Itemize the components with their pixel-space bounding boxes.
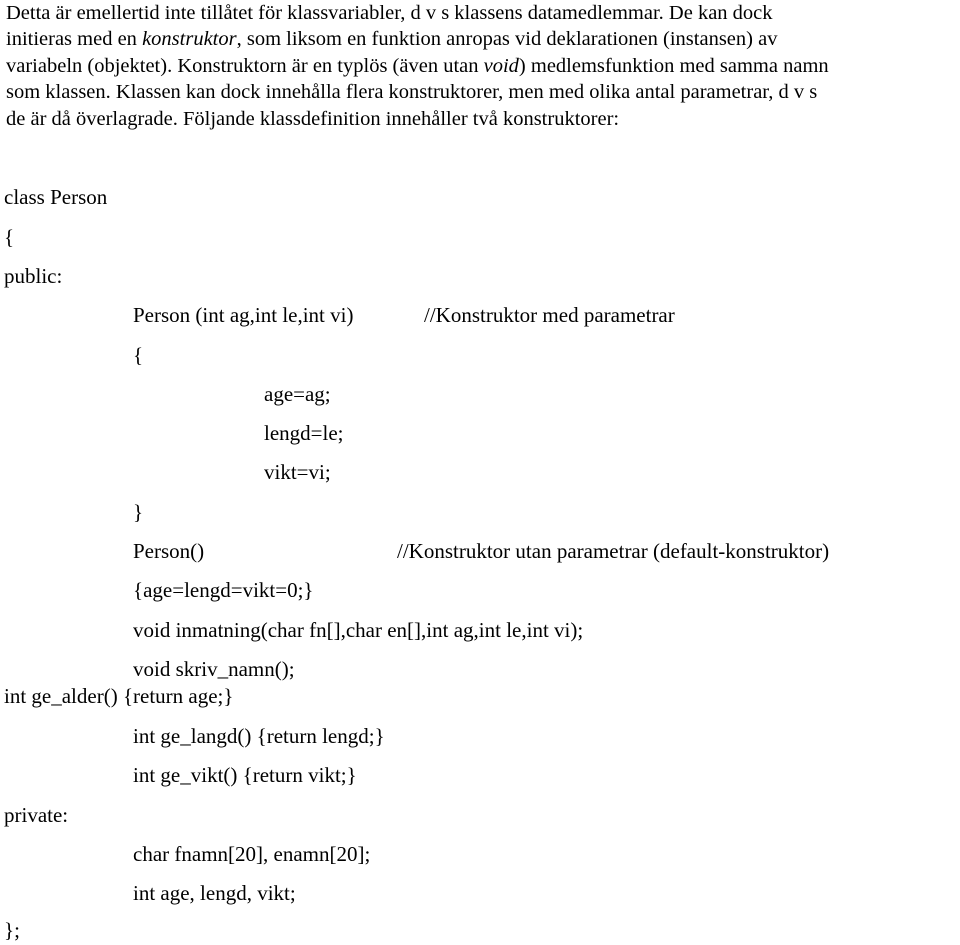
default-constructor-comment: //Konstruktor utan parametrar (default-konstruktor) [397,539,830,563]
method-ge-vikt: int ge_vikt() {return vikt;} [133,763,357,787]
paragraph-line: som klassen. Klassen kan dock innehålla flera konstruktorer, men med olika antal parametrar, d v s [6,81,818,104]
private-access-label: private: [4,803,69,827]
constructor-close-brace: } [133,500,144,524]
method-ge-langd: int ge_langd() {return lengd;} [133,724,385,748]
constructor-open-brace: { [133,343,144,367]
public-access-label: public: [4,264,63,288]
default-constructor-signature: Person() [133,539,205,563]
paragraph-text: , som liksom en funktion anropas vid deklarationen (instansen) av [236,28,778,51]
emphasized-term: konstruktor [142,28,237,51]
paragraph-line: Detta är emellertid inte tillåtet för klassvariabler, d v s klassens datamedlemmar. De kan dock [6,2,773,24]
paragraph-line [6,26,956,52]
statement-age: age=ag; [264,382,331,406]
class-declaration: class Person [4,185,108,209]
paragraph-line: de är då överlagrade. Följande klassdefinition innehåller två konstruktorer: [6,107,620,130]
paragraph-text: ) medlemsfunktion med samma namn [518,54,829,77]
paragraph-text: variabeln (objektet). Konstruktorn är en typlös (även utan [6,54,484,77]
statement-lengd: lengd=le; [264,421,344,445]
member-int-fields: int age, lengd, vikt; [133,881,296,905]
class-close-brace: }; [4,918,20,942]
member-name-arrays: char fnamn[20], enamn[20]; [133,842,371,866]
method-ge-alder: int ge_alder() {return age;} [4,684,234,708]
paragraph-text: initieras med en [6,28,143,51]
statement-vikt: vikt=vi; [264,460,331,484]
emphasized-term: void [483,54,519,77]
default-constructor-body: {age=lengd=vikt=0;} [133,578,314,602]
method-inmatning: void inmatning(char fn[],char en[],int ag,int le,int vi); [133,618,584,642]
intro-paragraph [6,0,956,132]
method-skriv-namn: void skriv_namn(); [133,657,295,681]
paragraph-line [6,53,956,79]
constructor-with-params-signature: Person (int ag,int le,int vi) [133,303,354,327]
constructor-with-params-comment: //Konstruktor med parametrar [424,303,675,327]
class-open-brace: { [4,225,15,249]
